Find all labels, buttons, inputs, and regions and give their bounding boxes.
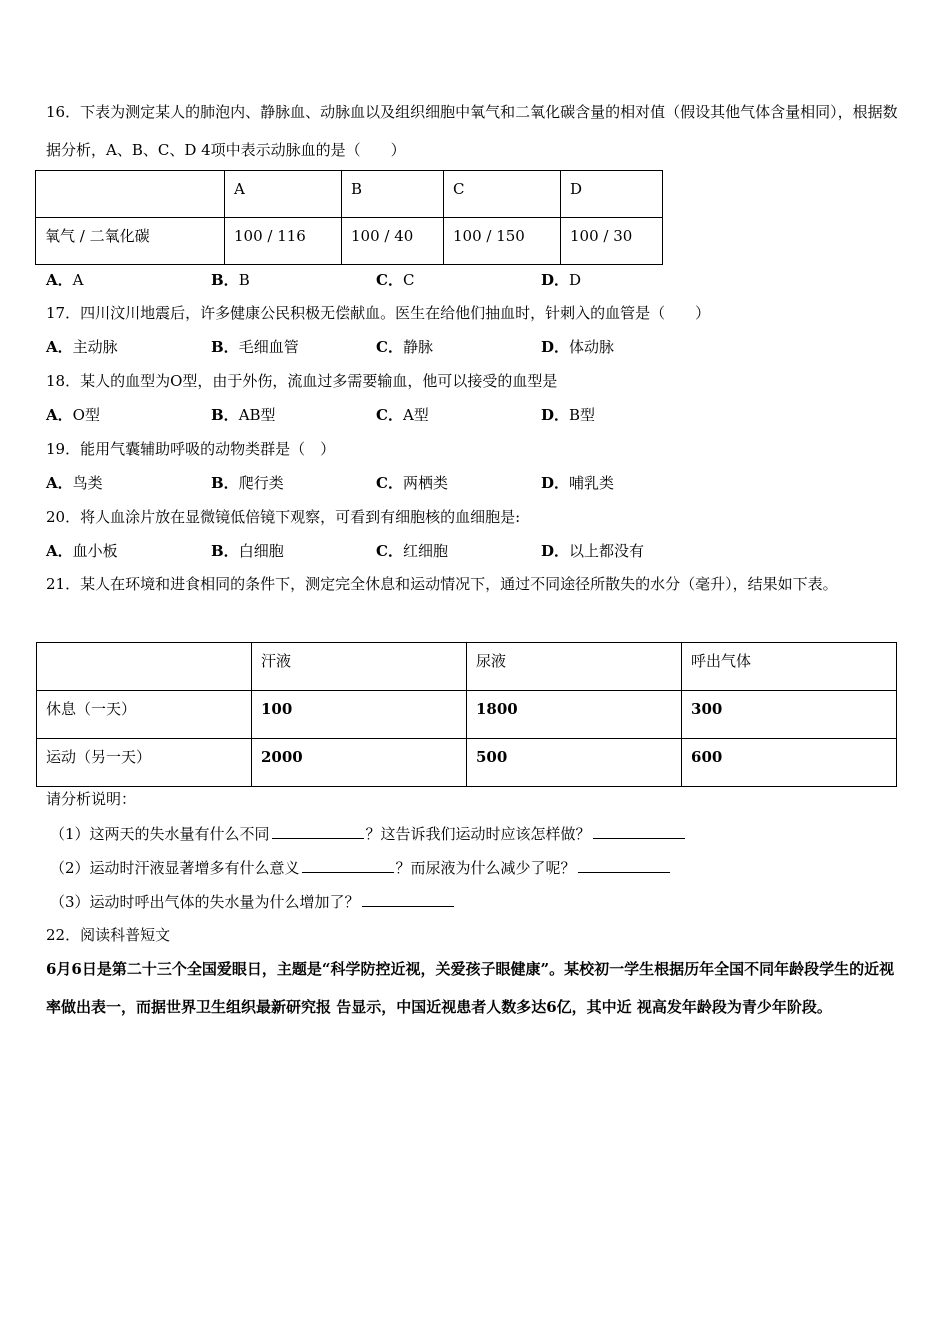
option-a[interactable]: A．O型 [46,406,100,424]
option-c[interactable]: C．红细胞 [376,542,448,560]
table-cell [37,643,252,691]
answer-blank[interactable] [302,857,394,873]
table-cell: 2000 [251,739,466,787]
table-cell: 尿液 [466,643,681,691]
table-cell: B [342,171,444,218]
table-cell: 600 [682,739,897,787]
table-row [37,691,897,739]
option-c[interactable]: C．两栖类 [376,474,448,492]
sub1-question-a: （1）这两天的失水量有什么不同 [50,825,270,843]
table-row [36,171,663,218]
q21-sub3 [50,891,456,912]
q20-options [46,541,926,561]
q18-text: 18．某人的血型为O型，由于外伤，流血过多需要输血，他可以接受的血型是 [46,372,558,390]
option-d[interactable]: D．B型 [541,406,596,424]
q21-sub2 [50,857,672,878]
table-cell: 100 [251,691,466,739]
sub3-question: （3）运动时呼出气体的失水量为什么增加了？ [50,893,360,911]
q22-title: 22．阅读科普短文 [46,926,171,944]
q19-text: 19．能用气囊辅助呼吸的动物类群是（ ） [46,440,336,458]
option-a[interactable]: A．血小板 [46,542,118,560]
table-cell: C [444,171,561,218]
option-b[interactable]: B．爬行类 [211,474,284,492]
table-row [37,643,897,691]
option-c[interactable]: C．静脉 [376,338,433,356]
q16-table [35,170,663,265]
q16-text: 16．下表为测定某人的肺泡内、静脉血、动脉血以及组织细胞中氧气和二氧化碳含量的相对值（假设其他气体含量相同），根据数据分析，A、B、C、D 4项中表示动脉血的是（ ） [46,103,898,159]
q21-sub1 [50,823,687,844]
option-d[interactable]: D．以上都没有 [541,542,645,560]
option-d[interactable]: D．体动脉 [541,338,615,356]
sub1-question-b: ？这告诉我们运动时应该怎样做？ [365,825,591,843]
table-cell: 500 [466,739,681,787]
table-cell: 100 / 40 [342,218,444,265]
q20-text: 20．将人血涂片放在显微镜低倍镜下观察，可看到有细胞核的血细胞是: [46,508,521,526]
q19-options [46,473,926,493]
q17-text: 17．四川汶川地震后，许多健康公民积极无偿献血。医生在给他们抽血时，针刺入的血管是（ ） [46,304,711,322]
q17-options [46,337,926,357]
answer-blank[interactable] [272,823,364,839]
table-cell: 运动（另一天） [37,739,252,787]
option-d[interactable]: D．哺乳类 [541,474,615,492]
answer-blank[interactable] [593,823,685,839]
q21-table [36,642,897,787]
table-cell: D [561,171,663,218]
q16-options [46,270,926,290]
table-cell: 氧气 / 二氧化碳 [36,218,225,265]
table-cell [36,171,225,218]
option-b[interactable]: B．AB型 [211,406,276,424]
option-b[interactable]: B．B [211,271,250,289]
option-a[interactable]: A．A [46,271,84,289]
q18-options [46,405,926,425]
table-row [36,218,663,265]
table-cell: 休息（一天） [37,691,252,739]
table-cell: 100 / 30 [561,218,663,265]
option-a[interactable]: A．主动脉 [46,338,118,356]
option-b[interactable]: B．白细胞 [211,542,284,560]
table-row [37,739,897,787]
sub2-question-b: ？而尿液为什么减少了呢？ [395,859,576,877]
answer-blank[interactable] [578,857,670,873]
table-cell: 100 / 116 [225,218,342,265]
q21-prompt: 请分析说明： [46,790,137,808]
option-a[interactable]: A．鸟类 [46,474,103,492]
option-b[interactable]: B．毛细血管 [211,338,299,356]
sub2-question-a: （2）运动时汗液显著增多有什么意义 [50,859,300,877]
option-d[interactable]: D．D [541,271,582,289]
table-cell: 100 / 150 [444,218,561,265]
table-cell: 汗液 [251,643,466,691]
table-cell: 呼出气体 [682,643,897,691]
option-c[interactable]: C．A型 [376,406,429,424]
table-cell: A [225,171,342,218]
answer-blank[interactable] [362,891,454,907]
option-c[interactable]: C．C [376,271,415,289]
table-cell: 300 [682,691,897,739]
q21-text: 21．某人在环境和进食相同的条件下，测定完全休息和运动情况下，通过不同途径所散失的水分（毫升），结果如下表。 [46,575,838,593]
q22-body: 6月6日是第二十三个全国爱眼日，主题是“科学防控近视，关爱孩子眼健康”。某校初一学生根据历年全国不同年龄段学生的近视率做出表一，而据世界卫生组织最新研究报 告显示，中国近视患者人数多达6亿，其中近 视高发年龄段为青少年阶段。 [46,960,895,1016]
table-cell: 1800 [466,691,681,739]
